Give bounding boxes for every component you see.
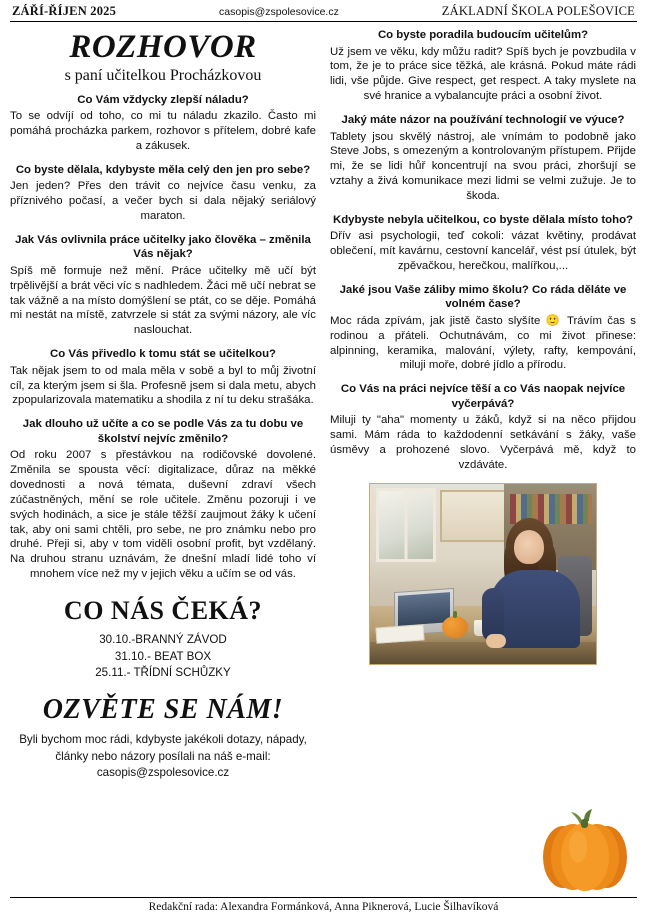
answer: Už jsem ve věku, kdy můžu radit? Spíš bych je povzbudila v tom, že je to práce sice těžká, ale krásná. Pokud máte rádi lidi, vše půjde. Give respect, get respect. A taky myslete na své hranice a vybalancujte práci a osobní život. bbox=[330, 45, 636, 103]
callout-text: Byli bychom moc rádi, kdybyste jakékoli dotazy, nápady, články nebo názory posílali na náš e-mail: casopis@zspolesovice.cz bbox=[19, 733, 307, 780]
answer: Moc ráda zpívám, jak jistě často slyšíte 🙂 Trávím čas s rodinou a přáteli. Ochutnávám, co mi život přinese: alpinning, keramika, malování, výlety, rafty, kempování, miluji moře, dobré jídlo a přírodu. bbox=[330, 314, 636, 372]
pumpkin-icon bbox=[537, 807, 633, 891]
teacher-photo bbox=[369, 483, 597, 665]
question: Jaký máte názor na používání technologií ve výuce? bbox=[341, 113, 625, 126]
question: Co byste dělala, kdybyste měla celý den jen pro sebe? bbox=[15, 163, 311, 176]
question: Kdybyste nebyla učitelkou, co byste dělala místo toho? bbox=[332, 213, 634, 226]
article-title: ROZHOVOR bbox=[69, 29, 257, 65]
event-item: 25.11.- TŘÍDNÍ SCHŮZKY bbox=[95, 666, 231, 680]
answer: Jen jeden? Přes den trávit co nejvíce času venku, za příznivého počasí, a večer bych si dala nějaký seriálový maraton. bbox=[10, 180, 316, 222]
article-subtitle: s paní učitelkou Procházkovou bbox=[64, 66, 262, 84]
answer: Tablety jsou skvělý nástroj, ale vnímám to podobně jako Steve Jobs, s omezeným a kontrolovaným přístupem. Přijde mi, že se lidi hůř koncentrují na svou práci, zhoršují se vztahy a živá komunikace mezi lidmi se velmi zužuje. Je to škoda. bbox=[330, 130, 636, 202]
answer: Dřív asi psychologii, teď cokoli: vázat květiny, prodávat oblečení, mít kavárnu, cestovní kancelář, vést psí útulek, být zpěvačkou, herečkou, malířkou,... bbox=[330, 230, 636, 272]
issue-date: ZÁŘÍ-ŘÍJEN 2025 bbox=[12, 4, 117, 18]
answer: Miluji ty "aha" momenty u žáků, když si na něco přijdou sami. Mám ráda to každodenní setkávání s žáky, vaše úsměvy a prohozené slovo. Vyčerpává mě, když to vzdáváte. bbox=[330, 414, 636, 471]
school-name: ZÁKLADNÍ ŠKOLA POLEŠOVICE bbox=[441, 4, 635, 18]
masthead bbox=[10, 4, 637, 22]
answer: To se odvíjí od toho, co mi tu náladu zkazilo. Často mi pomáhá procházka parkem, rozhovor s přítelem, dobré kafe a zákusek. bbox=[10, 110, 316, 152]
photo-container bbox=[330, 483, 636, 665]
callout-title: OZVĚTE SE NÁM! bbox=[42, 694, 284, 726]
question: Jak Vás ovlivnila práce učitelky jako člověka – změnila Vás nějak? bbox=[15, 233, 311, 261]
left-column bbox=[10, 26, 316, 782]
footer bbox=[10, 897, 637, 913]
event-item: 30.10.-BRANNÝ ZÁVOD bbox=[99, 632, 227, 646]
editorial-board: Redakční rada: Alexandra Formánková, Anna Piknerová, Lucie Šilhavíková bbox=[148, 901, 499, 913]
answer: Spíš mě formuje než mění. Práce učitelky mě učí být trpělivější a brát věci víc s nadhledem. Žáci mě učí nebrat se tak vážně a na místo domýšlení se ptát, co se děje. Pomáhá mi nestát na místě, zatvrzele si stát za svými názory, ale víc naslouchat. bbox=[10, 264, 316, 337]
right-column bbox=[330, 26, 636, 665]
contact-email: casopis@zspolesovice.cz bbox=[219, 6, 339, 18]
answer: Tak nějak jsem to od mala měla v sobě a byl to můj životní cíl, za kterým jsem si šla. Profesně jsem si dala metu, abych zpopularizovala matematiku a shodila z ní tu deku strašáka. bbox=[10, 364, 316, 407]
question: Co Vás na práci nejvíce těší a co Vás naopak nejvíce vyčerpává? bbox=[340, 383, 626, 410]
question: Co Vám vždycky zlepší náladu? bbox=[77, 93, 249, 106]
content-columns bbox=[10, 26, 637, 782]
question: Co byste poradila budoucím učitelům? bbox=[377, 29, 589, 41]
events-title: CO NÁS ČEKÁ? bbox=[63, 595, 263, 625]
question: Jaké jsou Vaše záliby mimo školu? Co ráda děláte ve volném čase? bbox=[339, 283, 627, 311]
question: Jak dlouho už učíte a co se podle Vás za tu dobu ve školství nejvíc změnilo? bbox=[22, 418, 304, 445]
answer: Od roku 2007 s přestávkou na rodičovské dovolené. Změnila se spousta věcí: digitalizace, důraz na měkké dovednosti a nová témata, duševní zdraví všech zúčastněných, mění se role učitele. Změnu pozoruji i ve svých hodinách, a sice je stále těžší zaujmout žáky k učení tak, aby oni sami chtěli, pro sebe, ne pro známku nebo pro druhé. Přeji si, aby v tom viděli osobní profit, byt vzdělaný. Na druhou stranu uznávám, že dnešní mladí lidé toho ví mnohem více než my v jejich věku a učím se od vás. bbox=[10, 449, 316, 581]
question: Co Vás přivedlo k tomu stát se učitelkou? bbox=[50, 348, 276, 361]
event-item: 31.10.- BEAT BOX bbox=[114, 649, 212, 663]
